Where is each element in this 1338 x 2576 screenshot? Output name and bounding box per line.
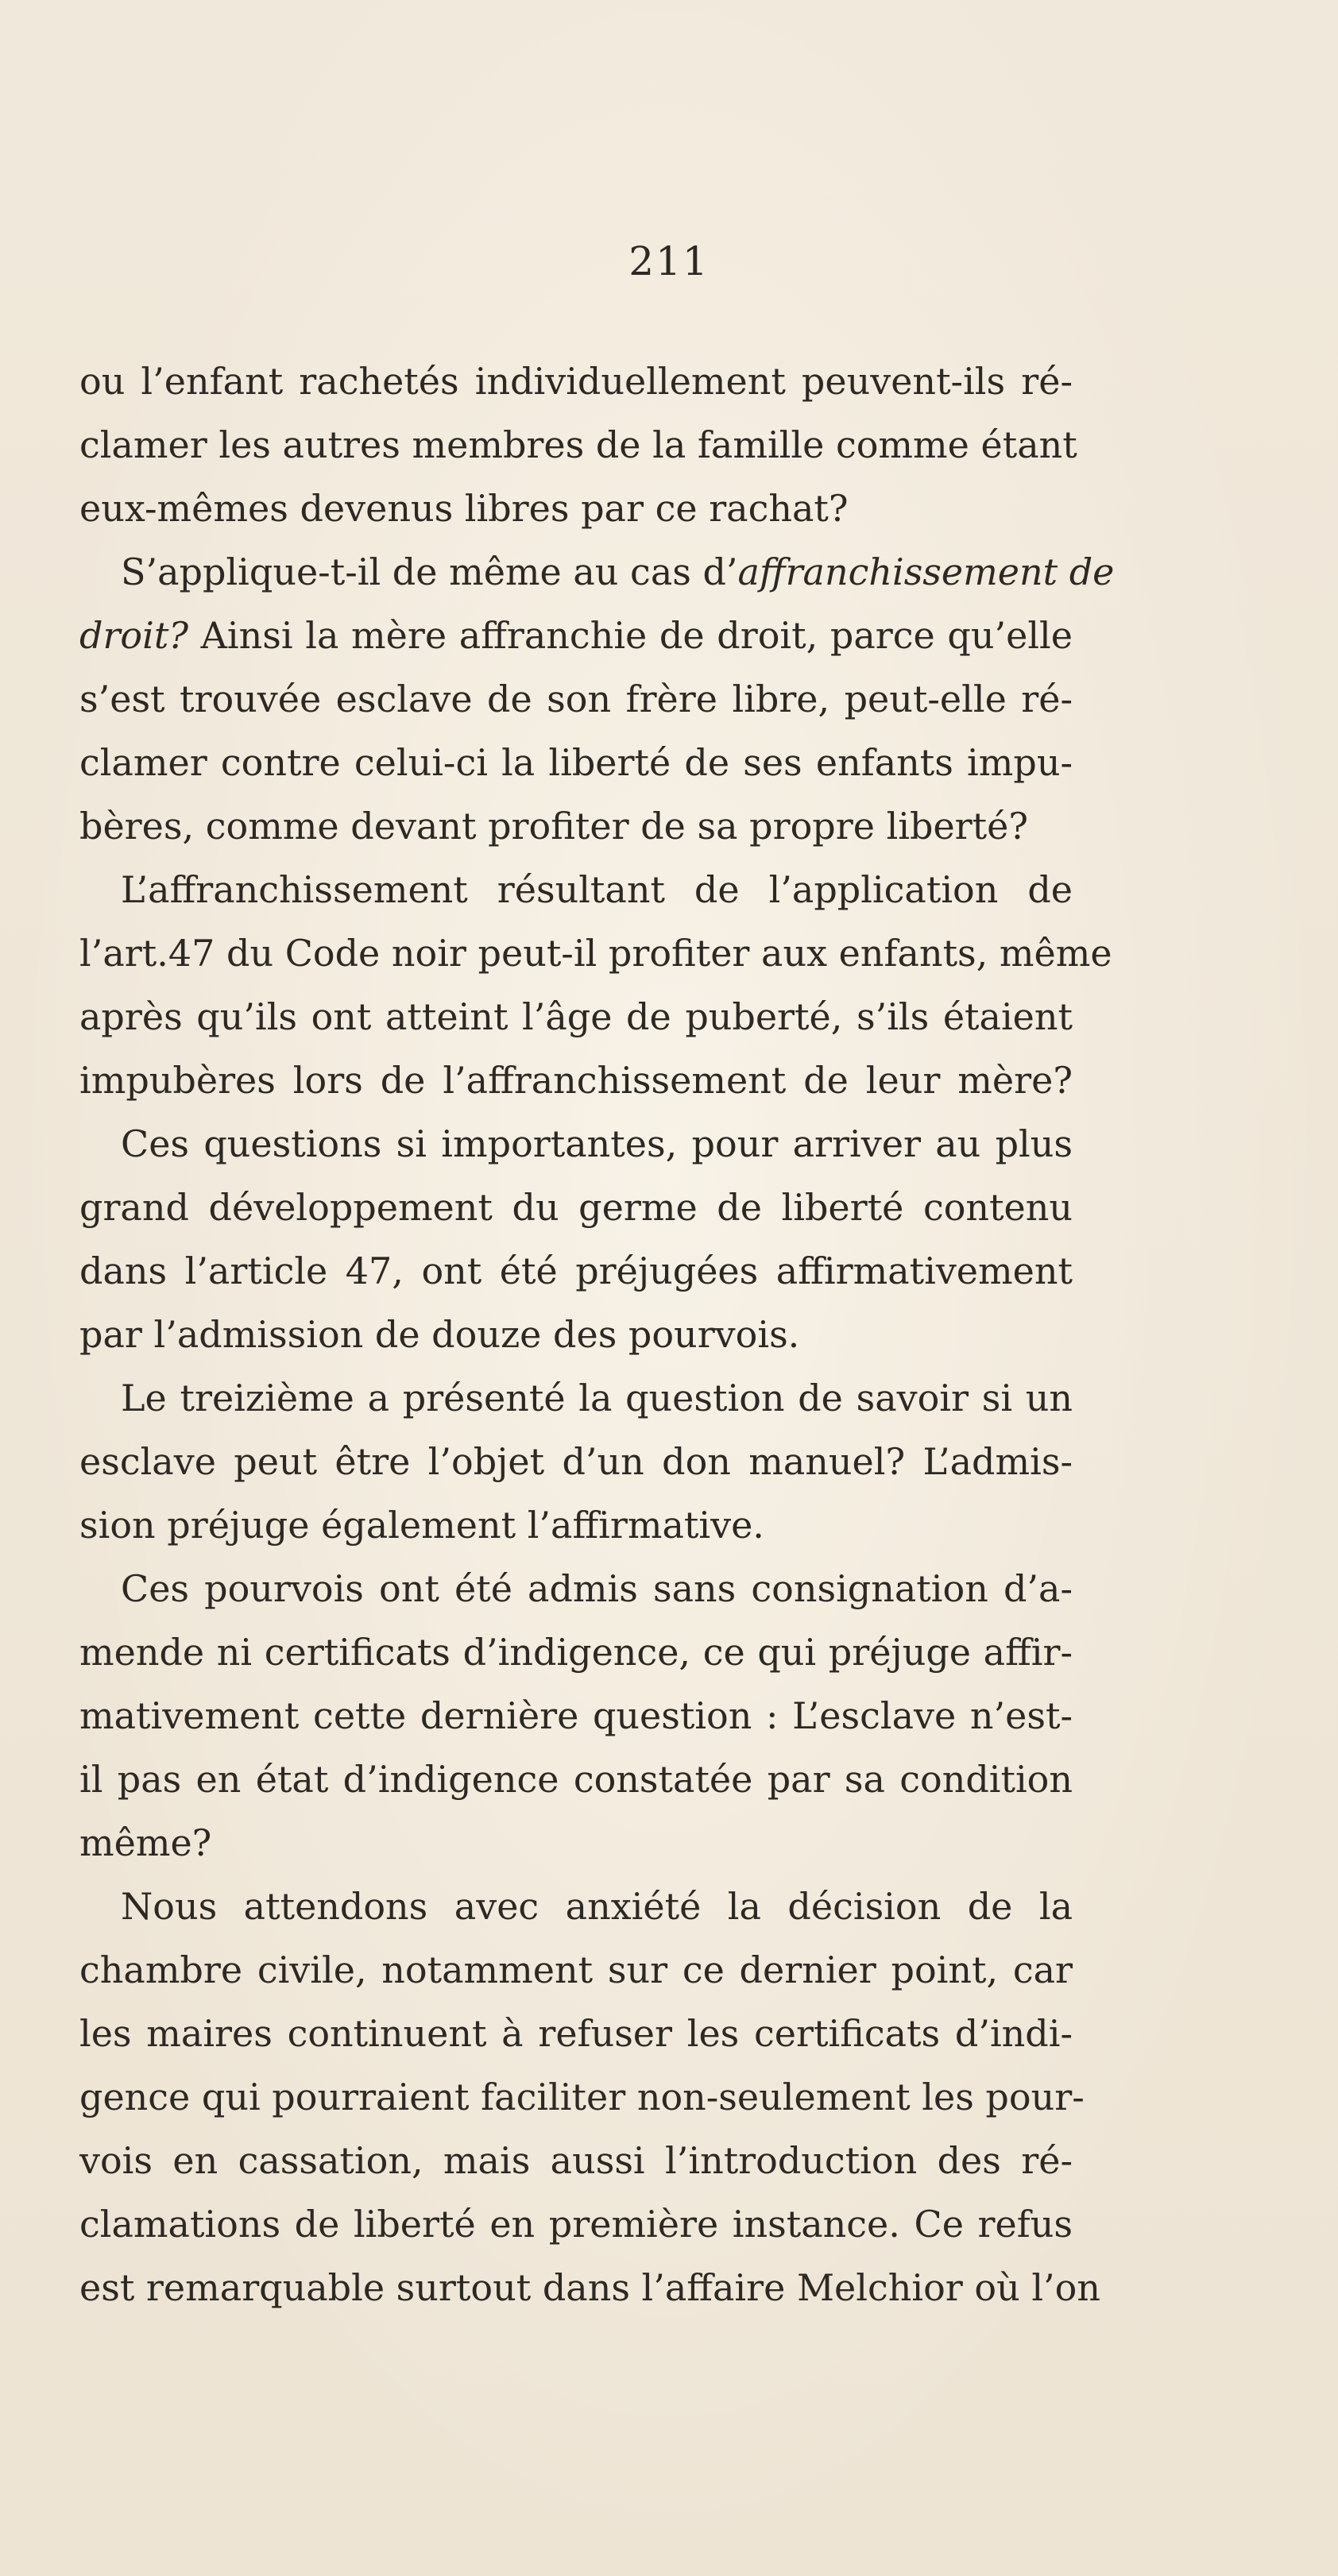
text-segment: chambre civile, notamment sur ce dernier point, car [79, 1948, 1073, 1991]
text-line [79, 731, 1073, 794]
italic-text: affranchissement de [737, 550, 1115, 593]
text-line [79, 540, 1115, 604]
text-segment: mende ni certificats d’indigence, ce qui préjuge affir- [79, 1631, 1073, 1674]
text-line [79, 1684, 1073, 1748]
text-line [79, 477, 1073, 540]
text-segment: vois en cassation, mais aussi l’introduction des ré- [79, 2139, 1073, 2182]
text-segment: est remarquable surtout dans l’affaire Melchior où l’on [79, 2266, 1100, 2309]
text-segment: gence qui pourraient faciliter non-seulement les pour- [79, 2076, 1085, 2118]
text-segment: ou l’enfant rachetés individuellement peuvent-ils ré- [79, 360, 1073, 403]
text-segment: grand développement du germe de liberté contenu [79, 1186, 1073, 1229]
text-segment: Nous attendons avec anxiété la décision de la [121, 1885, 1073, 1928]
text-segment: l’art.47 du Code noir peut-il profiter aux enfants, même [79, 932, 1112, 975]
text-line [79, 2002, 1073, 2065]
text-line [79, 1049, 1073, 1112]
text-line [79, 667, 1073, 731]
text-line [79, 1748, 1073, 1811]
text-segment: Ainsi la mère affranchie de droit, parce qu’elle [188, 614, 1073, 657]
text-segment: mativement cette dernière question : L’esclave n’est- [79, 1694, 1073, 1737]
text-line [79, 1239, 1073, 1303]
text-line [79, 604, 1073, 667]
text-line [79, 2129, 1073, 2192]
text-segment: bères, comme devant profiter de sa propre liberté? [79, 805, 1029, 848]
text-segment: L’affranchissement résultant de l’application de [121, 868, 1073, 911]
text-segment: Ces pourvois ont été admis sans consignation d’a- [121, 1567, 1073, 1610]
page-number: 211 [628, 238, 710, 284]
text-line [79, 1875, 1073, 1938]
text-segment: dans l’article 47, ont été préjugées affirmativement [79, 1249, 1073, 1292]
text-line [79, 1620, 1073, 1684]
text-line [79, 1557, 1073, 1620]
text-segment: clamer contre celui-ci la liberté de ses enfants impu- [79, 741, 1073, 784]
text-segment: impubères lors de l’affranchissement de leur mère? [79, 1059, 1073, 1102]
text-line [79, 794, 1073, 858]
text-segment: par l’admission de douze des pourvois. [79, 1313, 800, 1356]
text-line [79, 1493, 1073, 1557]
text-segment: même? [79, 1821, 212, 1864]
italic-text: droit? [79, 614, 188, 657]
text-line [79, 2065, 1085, 2129]
text-line [79, 921, 1112, 985]
text-line [79, 2192, 1073, 2256]
text-segment: Ces questions si importantes, pour arriver au plus [121, 1122, 1073, 1165]
text-line [79, 1112, 1073, 1176]
text-segment: esclave peut être l’objet d’un don manuel? L’admis- [79, 1440, 1073, 1483]
text-segment: les maires continuent à refuser les certificats d’indi- [79, 2012, 1073, 2055]
text-segment: eux-mêmes devenus libres par ce rachat? [79, 487, 849, 530]
text-segment: sion préjuge également l’affirmative. [79, 1504, 764, 1547]
text-line [79, 1811, 1073, 1875]
text-segment: s’est trouvée esclave de son frère libre, peut-elle ré- [79, 678, 1073, 720]
text-line [79, 2256, 1100, 2319]
text-segment: Le treizième a présenté la question de savoir si un [121, 1377, 1073, 1419]
text-line [79, 1303, 1073, 1366]
text-segment: après qu’ils ont atteint l’âge de puberté, s’ils étaient [79, 995, 1073, 1038]
text-line [79, 858, 1073, 921]
text-line [79, 413, 1077, 477]
text-line [79, 1430, 1073, 1493]
text-line [79, 1938, 1073, 2002]
text-segment: clamations de liberté en première instance. Ce refus [79, 2203, 1073, 2246]
text-segment: il pas en état d’indigence constatée par sa condition [79, 1758, 1073, 1801]
text-segment: S’applique-t-il de même au cas d’ [121, 550, 738, 593]
text-segment: clamer les autres membres de la famille comme étant [79, 423, 1077, 466]
text-line [79, 1176, 1073, 1239]
text-line [79, 350, 1073, 413]
text-line [79, 1366, 1073, 1430]
text-line [79, 985, 1073, 1049]
body-text [79, 350, 1115, 2319]
